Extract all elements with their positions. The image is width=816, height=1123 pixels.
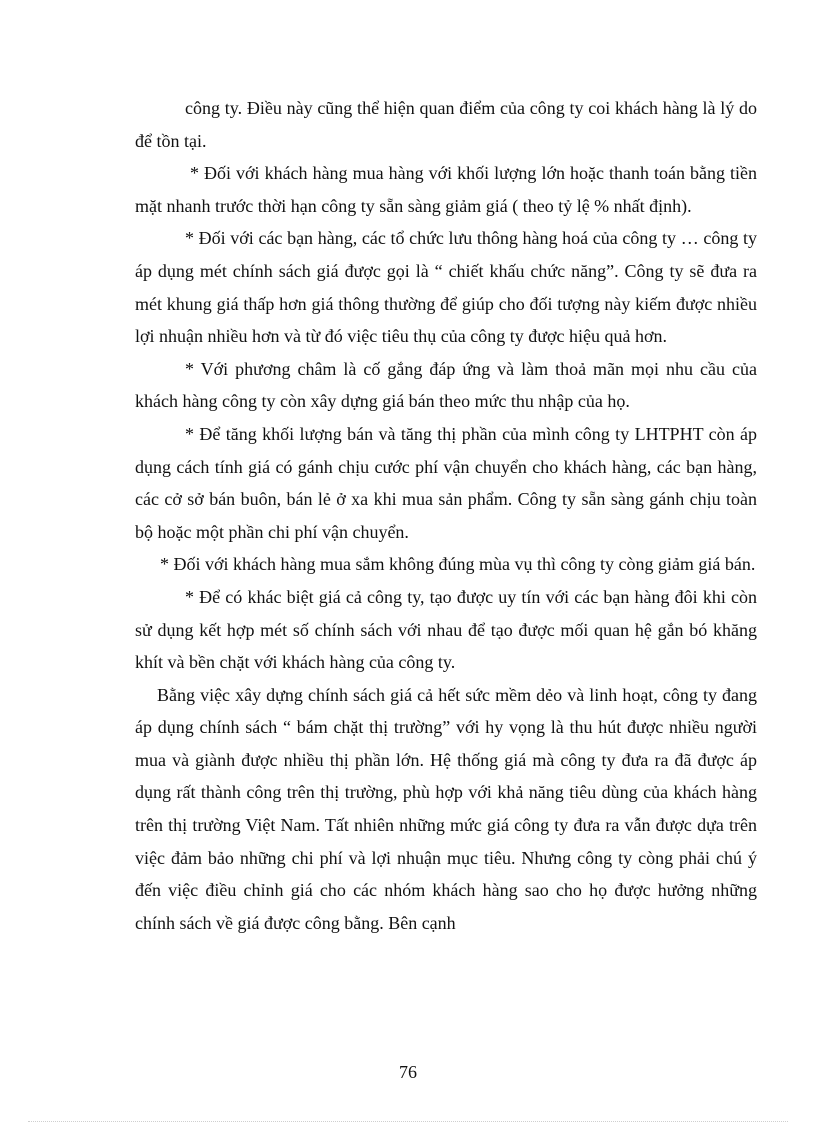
paragraph-6: * Đối với khách hàng mua sắm không đúng mùa vụ thì công ty còng giảm giá bán.	[160, 554, 756, 575]
paragraph-4: * Với phương châm là cố gắng đáp ứng và làm thoả mãn mọi nhu cầu của khách hàng công ty còn xây dựng giá bán theo mức thu nhập của họ.	[135, 358, 757, 412]
paragraph-1: công ty. Điều này cũng thể hiện quan điểm của công ty coi khách hàng là lý do để tồn tại.	[135, 98, 757, 151]
paragraph-3: * Đối với các bạn hàng, các tổ chức lưu thông hàng hoá của công ty … công ty áp dụng mét chính sách giá được gọi là “ chiết khấu chức năng”. Công ty sẽ đưa ra mét khung giá thấp hơn giá thông thường để giúp cho đối tượng này kiếm được nhiều lợi nhuận nhiều hơn và từ đó việc tiêu thụ của công ty được hiệu quả hơn.	[135, 228, 757, 347]
paragraph-7: * Để có khác biệt giá cả công ty, tạo được uy tín với các bạn hàng đôi khi còn sử dụng kết hợp mét số chính sách với nhau để tạo được mối quan hệ gắn bó khăng khít và bền chặt với khách hàng của công ty.	[135, 586, 757, 673]
page-number: 76	[399, 1062, 417, 1082]
body-text	[135, 92, 757, 939]
paragraph-2: * Đối với khách hàng mua hàng với khối lượng lớn hoặc thanh toán bằng tiền mặt nhanh trước thời hạn công ty sẵn sàng giảm giá ( theo tỷ lệ % nhất định).	[135, 163, 757, 216]
paragraph-5: * Để tăng khối lượng bán và tăng thị phần của mình công ty LHTPHT còn áp dụng cách tính giá có gánh chịu cước phí vận chuyển cho khách hàng, các bạn hàng, các cở sở bán buôn, bán lẻ ở xa khi mua sản phẩm. Công ty sẵn sàng gánh chịu toàn bộ hoặc một phần chi phí vận chuyển.	[135, 423, 757, 542]
footer-divider	[28, 1121, 788, 1122]
paragraph-8: Bằng việc xây dựng chính sách giá cả hết sức mềm dẻo và linh hoạt, công ty đang áp dụng chính sách “ bám chặt thị trường” với hy vọng là thu hút được nhiều người mua và giành được nhiều thị phần lớn. Hệ thống giá mà công ty đưa ra đã được áp dụng rất thành công trên thị trường, phù hợp với khả năng tiêu dùng của khách hàng trên thị trường Việt Nam. Tất nhiên những mức giá công ty đưa ra vẫn được dựa trên việc đảm bảo những chi phí và lợi nhuận mục tiêu. Nhưng công ty còng phải chú ý đến việc điều chỉnh giá cho các nhóm khách hàng sao cho họ được hưởng những chính sách về giá được công bằng. Bên cạnh	[135, 684, 757, 933]
